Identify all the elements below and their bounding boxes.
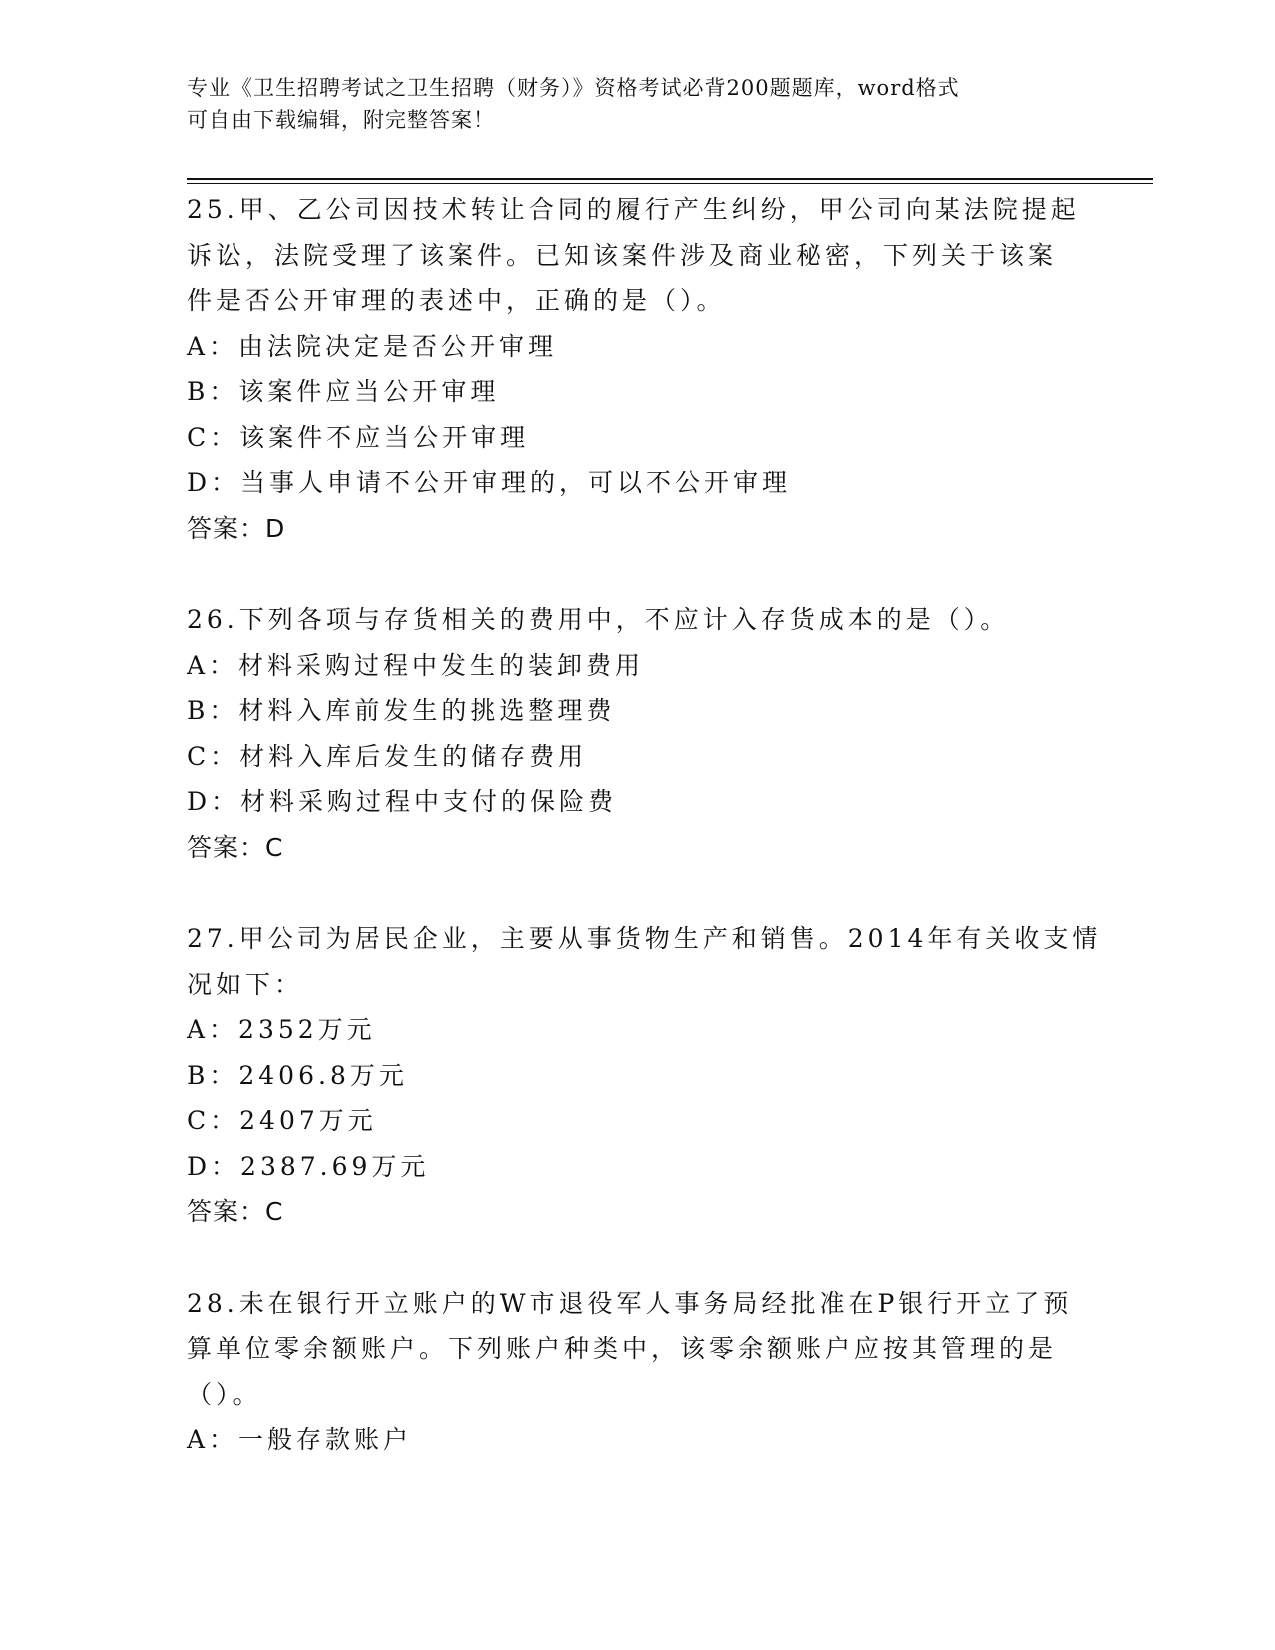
option-d: D：2387.69万元 <box>187 1151 430 1181</box>
header-divider-thick <box>187 178 1153 180</box>
option-c: C：2407万元 <box>187 1106 377 1135</box>
question-stem-line: 诉讼，法院受理了该案件。已知该案件涉及商业秘密，下列关于该案 <box>187 240 1058 270</box>
option-a: A：由法院决定是否公开审理 <box>187 331 558 361</box>
question-25 <box>187 187 1087 551</box>
option-a: A：一般存款账户 <box>187 1425 413 1454</box>
question-26 <box>187 597 1087 870</box>
header-line-1: 专业《卫生招聘考试之卫生招聘（财务）》资格考试必背200题题库，word格式 <box>187 76 960 100</box>
option-a: A：2352万元 <box>187 1015 376 1044</box>
option-d: D：材料采购过程中支付的保险费 <box>187 787 618 816</box>
answer-line: 答案：C <box>187 832 284 862</box>
option-c: C：材料入库后发生的储存费用 <box>187 741 588 771</box>
question-stem-line: 27.甲公司为居民企业，主要从事货物生产和销售。2014年有关收支情 <box>187 924 1102 953</box>
question-stem-line: 28.未在银行开立账户的W市退役军人事务局经批准在P银行开立了预 <box>187 1288 1073 1318</box>
header-divider-thin <box>187 183 1153 184</box>
question-stem-line: （）。 <box>187 1379 262 1409</box>
option-a: A：材料采购过程中发生的装卸费用 <box>187 650 645 680</box>
option-c: C：该案件不应当公开审理 <box>187 422 530 452</box>
option-b: B：材料入库前发生的挑选整理费 <box>187 696 616 725</box>
option-d: D：当事人申请不公开审理的，可以不公开审理 <box>187 468 792 497</box>
answer-line: 答案：C <box>187 1197 284 1226</box>
question-28 <box>187 1281 1087 1463</box>
question-list <box>187 187 1102 1509</box>
option-b: B：2406.8万元 <box>187 1060 408 1090</box>
question-stem-line: 算单位零余额账户。下列账户种类中，该零余额账户应按其管理的是 <box>187 1334 1058 1363</box>
question-stem-line: 件是否公开审理的表述中，正确的是（）。 <box>187 286 726 315</box>
document-header <box>187 72 1067 136</box>
answer-line: 答案：D <box>187 513 286 543</box>
question-stem-line: 况如下： <box>187 969 304 999</box>
header-line-2: 可自由下载编辑，附完整答案！ <box>187 108 495 132</box>
question-27 <box>187 916 1102 1235</box>
question-stem-line: 26.下列各项与存货相关的费用中，不应计入存货成本的是（）。 <box>187 605 1010 634</box>
option-b: B：该案件应当公开审理 <box>187 377 500 406</box>
question-stem-line: 25.甲、乙公司因技术转让合同的履行产生纠纷，甲公司向某法院提起 <box>187 195 1080 224</box>
